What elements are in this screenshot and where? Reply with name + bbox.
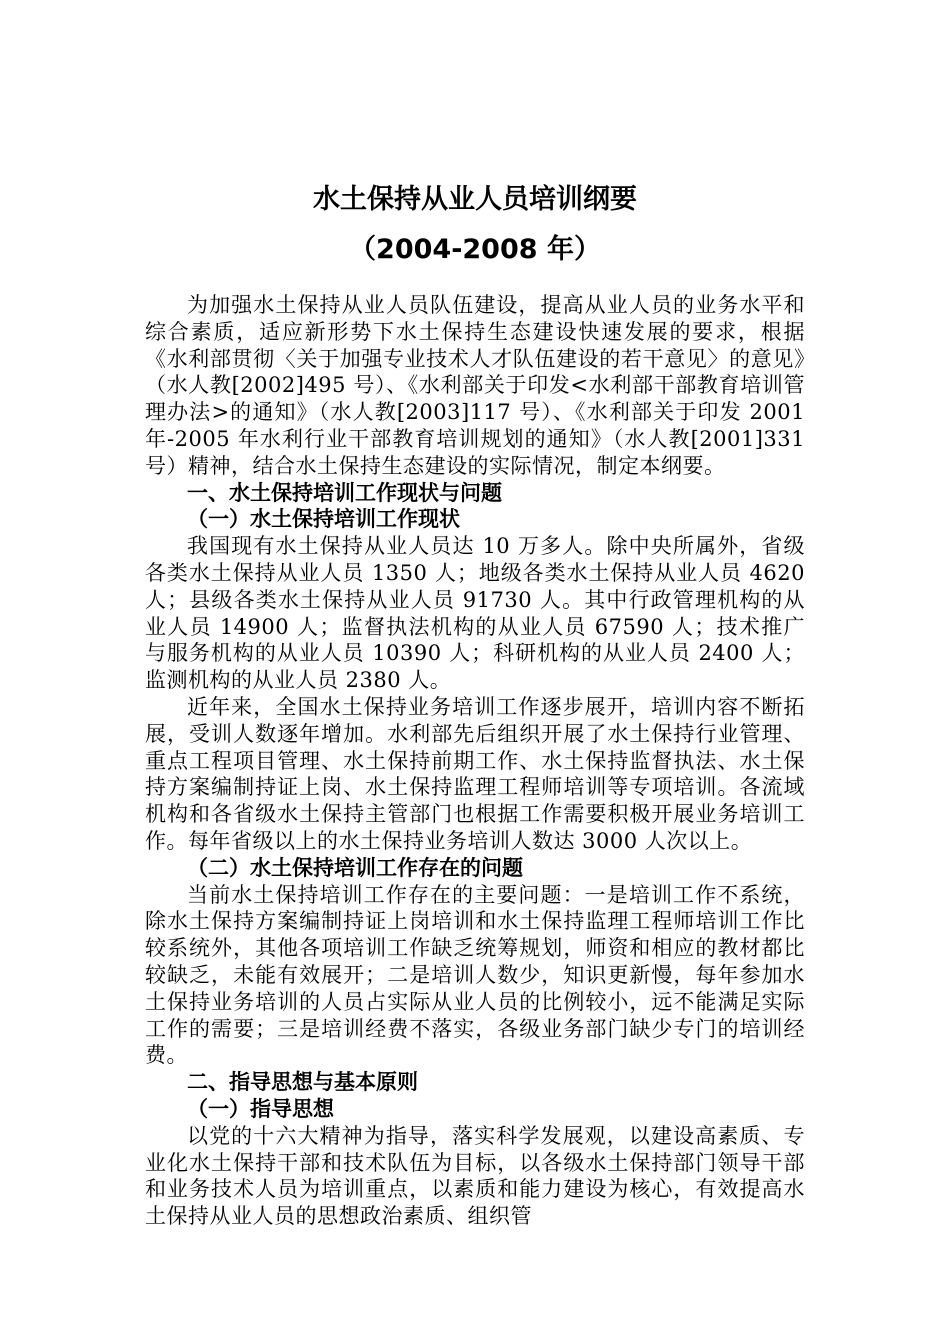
- document-subtitle: （2004-2008 年）: [349, 234, 601, 265]
- section-heading-2: 二、指导思想与基本原则: [187, 1070, 418, 1095]
- paragraph-problems: 当前水土保持培训工作存在的主要问题：一是培训工作不系统，除水土保持方案编制持证上岗培训和水土保持监理工程师培训工作比较系统外，其他各项培训工作缺乏统筹规划，师资和相应的教材都比较缺乏，未能有效展开；二是培训人数少，知识更新慢，每年参加水土保持业务培训的人员占实际从业人员的比例较小，远不能满足实际工作的需要；三是培训经费不落实，各级业务部门缺少专门的培训经费。: [145, 882, 805, 1068]
- section-heading-1: 一、水土保持培训工作现状与问题: [187, 480, 502, 505]
- paragraph-staff-numbers: 我国现有水土保持从业人员达 10 万多人。除中央所属外，省级各类水土保持从业人员 1350 人；地级各类水土保持从业人员 4620 人；县级各类水土保持从业人员 91730 人。其中行政管理机构的从业人员 14900 人；监督执法机构的从业人员 67590 人；技术推广与服务机构的从业人员 10390 人；科研机构的从业人员 2400 人；监测机构的从业人员 2380 人。: [145, 534, 805, 693]
- subsection-heading-2-1: （一）指导思想: [187, 1096, 334, 1121]
- document-body: [145, 292, 805, 1230]
- subsection-heading-1-1: （一）水土保持培训工作现状: [187, 507, 460, 532]
- paragraph-guiding-ideology: 以党的十六大精神为指导，落实科学发展观，以建设高素质、专业化水土保持干部和技术队伍为目标，以各级水土保持部门领导干部和业务技术人员为培训重点，以素质和能力建设为核心，有效提高水土保持从业人员的思想政治素质、组织管: [145, 1123, 805, 1229]
- document-title: 水土保持从业人员培训纲要: [313, 184, 637, 215]
- subsection-heading-1-2: （二）水土保持培训工作存在的问题: [187, 855, 523, 880]
- paragraph-training-progress: 近年来，全国水土保持业务培训工作逐步展开，培训内容不断拓展，受训人数逐年增加。水利部先后组织开展了水土保持行业管理、重点工程项目管理、水土保持前期工作、水土保持监督执法、水土保持方案编制持证上岗、水土保持监理工程师培训等专项培训。各流域机构和各省级水土保持主管部门也根据工作需要积极开展业务培训工作。每年省级以上的水土保持业务培训人数达 3000 人次以上。: [145, 694, 805, 853]
- paragraph-intro: 为加强水土保持从业人员队伍建设，提高从业人员的业务水平和综合素质，适应新形势下水土保持生态建设快速发展的要求，根据《水利部贯彻〈关于加强专业技术人才队伍建设的若干意见〉的意见》（水人教[2002]495 号）、《水利部关于印发<水利部干部教育培训管理办法>的通知》（水人教[2003]117 号）、《水利部关于印发 2001 年-2005 年水利行业干部教育培训规划的通知》（水人教[2001]331 号）精神，结合水土保持生态建设的实际情况，制定本纲要。: [145, 293, 805, 478]
